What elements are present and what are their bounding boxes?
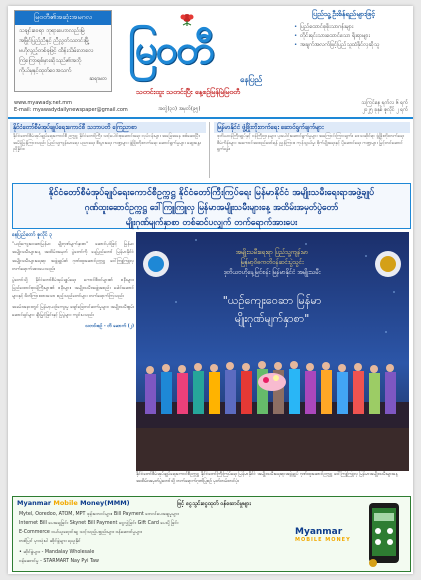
ad-brand-part: Myanmar: [17, 499, 54, 507]
headline-line: ဂုဏ်ထူးဆောင်ဥက္ကဋ္ဌ ဒေါ်ကြူကြူလှ မြန်မာအမျိုးသမီးများနေ့ အထိမ်းအမှတ်ပွဲတော်: [84, 203, 339, 213]
motto-box: [14, 10, 112, 92]
banner-line: မြန်မာ့ဝိဓကတိဝန်ဆင်းပွဲသွင်း: [240, 259, 304, 266]
mobile-money-ad[interactable]: [12, 496, 411, 572]
web-info: [14, 100, 128, 114]
ad-line: E-Commerce ဝယ်ယူရောင်းချ သင့်သည့်ပစ္စည်းများ ဝန်ဆောင်မှုများ: [19, 530, 142, 535]
ad-line: Mytel, Ooredoo, ATOM, MPT ဖုန်းဘေလ်များ၊ Bill Payment ဘေလ်ပေးချေမှုများ: [19, 512, 179, 517]
headline-line: မျိုးဂုဏ်မျက်နှာစာ တစ်ဆင်ပလျှက် တက်ရောက်အားပေး: [125, 218, 298, 228]
ad-line: • ဆိုင်ခွဲများ - Mandalay Wholesale: [19, 550, 95, 555]
issue-number: အတွဲ(၃၀) အမှတ်(၉၅): [158, 106, 201, 112]
objective-item: • တိုင်းရင်းသားထောင်သော ရိုးရာများ: [294, 32, 410, 41]
ad-line: ဝန်ဆောင်မှု - STARMART Nay Pyi Taw: [19, 559, 99, 564]
ad-brand: [17, 499, 130, 507]
top-story-right[interactable]: [214, 122, 410, 178]
masthead: [8, 6, 413, 118]
top-story-left[interactable]: [10, 122, 206, 178]
motto-line: ကြဲကြောရစ်မှားဆိုသည်၏အဘို: [19, 58, 82, 64]
date-line: သကြင်နေ့ ရက်လ ၆ ရက်: [361, 100, 408, 106]
email-link[interactable]: E-mail: myawadydailynewspaper@gmail.com: [14, 107, 128, 113]
ad-brand-part: Money(MMM): [80, 499, 130, 507]
banner-line: အမျိုးသမီးရေးရာ ပြည်သူ့ကျန်းမာ: [235, 249, 309, 256]
motto-title: မြဝတီ၏အဆုံးအမဂလ: [15, 11, 111, 25]
top-story-text: နိုင်ငံတော်စီမံအုပ်ချုပ်ရေးကောင်စီ ဥက္ကဋ္ဌ နိုင်ငံတော်ကြီး သင့်ပေါင်းစုဆောင်းရေး လုပ်ငန်းများ အခြေအနေ စစ်ဆေးပြီး အမိန့်ပြန်ကြားသည်။ ပြည်သူ့ကျန်းမာရေး ပညာရေး စီးပွားရေး ကဏ္ဍများ ဖွံ့ဖြိုးတိုးတက်ရေး ဆောင်ရွက်မှုများ ဆွေးနွေးညှိနှိုင်း။: [13, 134, 201, 152]
motto-line: သချင်းဝေရာ ဘုရားဟောလည်းမြဲ: [19, 28, 85, 34]
story-paragraph: "ယဉ်ကျေးဝေဆာမြန်မာ မျိုးဂုဏ်မျက်နှာစာ" ဆောင်ပုဒ်ဖြင့် မြန်မာအမျိုးသမီးများနေ့ အထိမ်းအမှတ် ပွဲတော်ကို နေပြည်တော် မြန်မာနိုင်ငံ အမျိုးသမီးများရေးရာ အဖွဲ့ချုပ်၏ ဂုဏ်ထူးဆောင်ဥက္ကဋ္ဌ ဒေါ်ကြူကြူလှ တက်ရောက်အားပေးသည်။: [12, 242, 134, 273]
ad-logo: [295, 527, 365, 563]
website-link[interactable]: www.myawady.net.mm: [14, 100, 72, 106]
column-divider: [209, 122, 210, 178]
lead-photo[interactable]: [136, 232, 409, 471]
headline-line: နိုင်ငံတော်စီမံအုပ်ချုပ်ရေးကောင်စီဥက္ကဋ္ဌ နိုင်ငံတော်ကြီးကြပ်ရေး မြန်မာနိုင်ငံ အမျိုးသမီးရေးရာအဖွဲ့ချုပ်: [48, 188, 375, 198]
ad-logo-sub: MOBILE MONEY: [295, 537, 351, 543]
top-story-headline: နိုင်ငံတော်စီမံအုပ်ချုပ်ရေးကောင်စီ သဘာပတိ ကြေညာစာ: [10, 122, 206, 133]
objective-item: • ပြည်ထောင်စုစိုးသာဂန်းများ: [294, 23, 410, 32]
newspaper-page: [8, 6, 413, 574]
slogan-line: မျိုးဂုဏ်မျက်နှာစာ": [234, 312, 310, 325]
top-story-text: ဒုတိယဝန်ကြီးချုပ်နှင့် ဝန်ကြီးဌာနများ ပူးပေါင်းဆောင်ရွက်မှုများ အကြောင်းကြားချက်။ ဒေသဆိုင်ရာ ဖွံ့ဖြိုးတိုးတက်ရေး စီမံကိန်းများ အကောင်အထည်ဖော်ရန် ညွှန်ကြား။ ကုန်သွယ်မှု၊ စိုက်ပျိုးရေးနှင့် ပို့ဆောင်ရေး ကဏ္ဍများ မြှင့်တင်ဆောင်ရွက်ရန်။: [217, 134, 404, 152]
ad-logo-main: Myanmar: [295, 527, 343, 537]
banner-line: ဒုတိယဗဟိုနေ့မြင်စန်း မြန်မာနိုင်ငံ အမျိုးသမီး: [223, 269, 321, 276]
ad-line: တစ်ပြင် မှာသုံးပါ ဆိုင်ခွဲများ ရယူနိုင်: [19, 539, 81, 544]
top-stories: [8, 120, 413, 180]
story-paragraph: အခမ်းအနားတွင် မြန်မာ့ယဉ်ကျေးမှု ဖျော်ဖြေတင်ဆက်မှုများ၊ အမျိုးသမီးစွမ်းဆောင်ရှင်များ ချီးမြှင့်ခြင်းနှင့် ပြပွဲများ ကျင်းပသည်။: [12, 304, 134, 319]
ad-brand-part: Mobile: [53, 499, 81, 507]
date-block: [308, 100, 408, 114]
phone-icon: [365, 501, 405, 567]
date-line: ၂၀၂၅ ခုနှစ် ဇူလိုင် ၂ ရက်: [362, 107, 408, 113]
motto-line: ကိုယ်မှနှင့်ထုတ်ဝေအသက်: [19, 68, 72, 74]
logo-text: မြဝတီ: [128, 26, 213, 73]
masthead-rule: [8, 117, 413, 119]
objectives-title: ပြည်သူ့ဦးစိန်ရည်များဖြင့်: [312, 10, 376, 18]
story-signature: သတင်းစဉ် - တိ ဆောက် (၂): [84, 323, 134, 329]
motto-line: အမြိုင်ပြည်ညီနှင့် ညီညွတ်သတင်းမြို့: [19, 38, 90, 44]
motto-line: ဗဟိုလှည့်တစ်ခုဖြင့် ထိန်းသိမ်းလာလေ: [19, 48, 94, 54]
lead-story-body: [12, 232, 134, 494]
event-photo: [136, 232, 409, 471]
photo-caption: နိုင်ငံတော်စီမံအုပ်ချုပ်ရေးကောင်စီဥက္ကဋ္ဌ နိုင်ငံတော်ကြီးကြပ်ရေး မြန်မာနိုင်ငံ အမျိုးသမီးရေးရာအဖွဲ့ချုပ် ဂုဏ်ထူးဆောင်ဥက္ကဋ္ဌ ဒေါ်ကြူကြူလှ မြန်မာအမျိုးသမီးများနေ့ အထိမ်းအမှတ်ပွဲတော်သို့ တက်ရောက်ဂုဏ်ပြုစဉ် မှတ်တမ်းတင်ပုံ။: [136, 472, 398, 484]
objective-item: • အချက်အလက်ဖြင့်ပြည်သူထံခိုင်လှဆိုသူ: [294, 41, 410, 50]
lead-headline[interactable]: [12, 183, 411, 229]
slogan-line: "ယဉ်ကျေးဝေဆာ မြန်မာ: [222, 294, 322, 307]
edition-city: နေပြည်: [240, 75, 263, 84]
motto-footer: ဆရာမတ: [89, 76, 107, 82]
ad-headline: ဖြင့် ငွေသွင်းငွေထုတ် ဝန်ဆောင်မှုများ: [177, 501, 251, 507]
top-story-headline: မြန်မာနိုင်ငံ ဖွံ့ဖြိုးတိုးတက်ရေး ဆောင်ရွက်ချက်များ: [214, 122, 410, 133]
dateline: နေပြည်တော် ဇူလိုင် ၃: [12, 232, 53, 238]
objectives-box: [294, 10, 410, 50]
tagline: သတင်းထူး သတင်းပြီး နေ့စဉ်မြန်မြဲမြဝတီ: [136, 88, 240, 96]
ad-line: Internet Bill ပေးချေခြင်း Skynet Bill Payment ငွေလွှဲခြင်း Gift Card ပေးပို့ခြင်း: [19, 521, 179, 526]
bouquet-icon: [258, 373, 286, 391]
story-paragraph: ပွဲတော်သို့ နိုင်ငံတော်စီမံအုပ်ချုပ်ရေး ကောင်စီဝင်များ၏ ဇနီးများ၊ ပြည်ထောင်စုဝန်ကြီးများ၏ ဇနီးများ၊ အမျိုးသမီးအဖွဲ့အစည်း ခေါင်းဆောင်များနှင့် ဖိတ်ကြားထားသော ဧည့်သည်တော်များ တက်ရောက်ကြသည်။: [12, 277, 134, 300]
